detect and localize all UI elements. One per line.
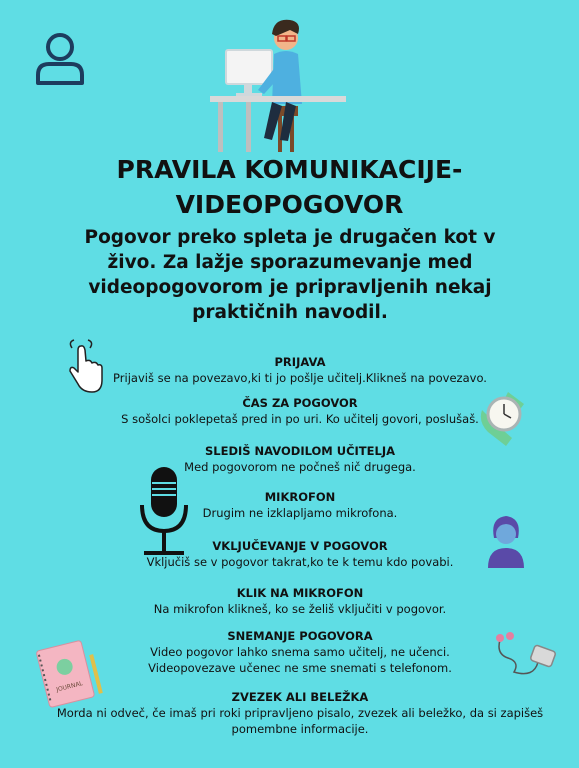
intro-line: živo. Za lažje sporazumevanje med xyxy=(107,252,473,273)
intro-line: videopogovorom je pripravljenih nekaj xyxy=(88,277,492,298)
rule-heading: SLEDIŠ NAVODILOM UČITELJA xyxy=(204,444,396,458)
rule-heading: ČAS ZA POGOVOR xyxy=(242,396,358,410)
rule-heading: SNEMANJE POGOVORA xyxy=(227,629,373,643)
rule-sledis-navodilom xyxy=(60,444,540,475)
hand-click-icon xyxy=(62,338,108,396)
earphones-cable-icon xyxy=(494,630,558,680)
rule-text: Videopovezave učenec ne sme snemati s telefonom. xyxy=(148,661,452,675)
rule-snemanje xyxy=(60,629,540,676)
rule-text: Vključiš se v pogovor takrat,ko te k temu kdo povabi. xyxy=(146,555,454,569)
rule-zvezek xyxy=(40,690,560,737)
rule-text: Prijaviš se na povezavo,ki ti jo pošlje učitelj.Klikneš na povezavo. xyxy=(113,371,487,385)
person-at-computer-illustration xyxy=(206,14,350,154)
rule-heading: ZVEZEK ALI BELEŽKA xyxy=(231,690,369,704)
rule-text: Na mikrofon klikneš, ko se želiš vključiti v pogovor. xyxy=(153,602,447,616)
rule-prijava xyxy=(60,355,540,386)
intro-paragraph xyxy=(40,225,540,325)
intro-line: Pogovor preko spleta je drugačen kot v xyxy=(84,227,496,248)
rule-text: pomembne informacije. xyxy=(231,722,369,736)
rule-vkljucevanje xyxy=(60,539,540,570)
person-icon xyxy=(484,510,528,568)
title-line-2: VIDEOPOGOVOR xyxy=(175,190,404,219)
intro-line: praktičnih navodil. xyxy=(192,302,388,323)
rule-heading: PRIJAVA xyxy=(274,355,326,369)
microphone-icon xyxy=(138,465,190,557)
rule-text: S sošolci poklepetaš pred in po uri. Ko učitelj govori, poslušaš. xyxy=(121,412,479,426)
user-icon xyxy=(34,30,86,86)
rule-text: Med pogovorom ne počneš nič drugega. xyxy=(184,460,416,474)
rule-heading: MIKROFON xyxy=(264,490,336,504)
page-title xyxy=(0,152,579,222)
watch-icon xyxy=(478,388,528,448)
rule-text: Morda ni odveč, če imaš pri roki pripravljeno pisalo, zvezek ali beležko, da si zapišeš xyxy=(56,706,544,720)
journal-label: JOURNAL xyxy=(55,680,84,694)
rule-heading: VKLJUČEVANJE V POGOVOR xyxy=(212,539,388,553)
journal-icon xyxy=(32,636,106,708)
rule-text: Drugim ne izklapljamo mikrofona. xyxy=(202,506,398,520)
rule-klik-na-mikrofon xyxy=(60,586,540,617)
rule-text: Video pogovor lahko snema samo učitelj, ne učenci. xyxy=(150,645,450,659)
title-line-1: PRAVILA KOMUNIKACIJE- xyxy=(116,155,463,184)
rule-mikrofon xyxy=(60,490,540,521)
rule-heading: KLIK NA MIKROFON xyxy=(236,586,364,600)
rule-cas-za-pogovor xyxy=(60,396,540,427)
